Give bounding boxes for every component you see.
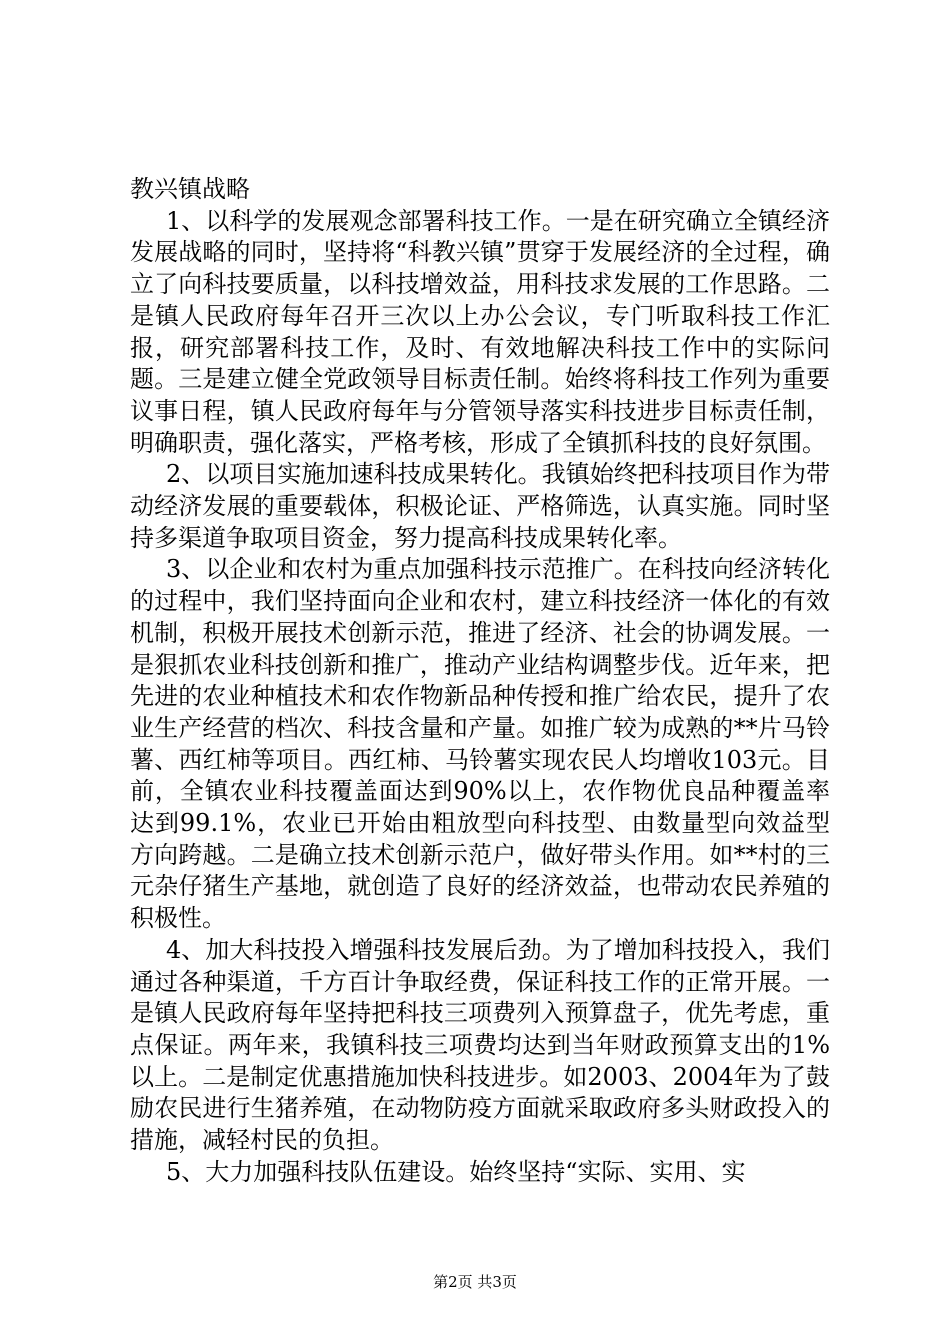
paragraph-2: 2、以项目实施加速科技成果转化。我镇始终把科技项目作为带动经济发展的重要载体，积极论证、严格筛选，认真实施。同时坚持多渠道争取项目资金，努力提高科技成果转化率。 xyxy=(130,460,830,552)
paragraph-5: 5、大力加强科技队伍建设。始终坚持“实际、实用、实 xyxy=(166,1157,746,1186)
paragraph-4: 4、加大科技投入增强科技发展后劲。为了增加科技投入，我们通过各种渠道，千方百计争取经费，保证科技工作的正常开展。一是镇人民政府每年坚持把科技三项费列入预算盘子，优先考虑，重点保证。两年来，我镇科技三项费均达到当年财政预算支出的1%以上。二是制定优惠措施加快科技进步。如2003、2004年为了鼓励农民进行生猪养殖，在动物防疫方面就采取政府多头财政投入的措施，减轻村民的负担。 xyxy=(130,935,830,1155)
page-number-footer: 第2页 共3页 xyxy=(433,1273,517,1291)
paragraph-1: 1、以科学的发展观念部署科技工作。一是在研究确立全镇经济发展战略的同时，坚持将“科教兴镇”贯穿于发展经济的全过程，确立了向科技要质量，以科技增效益，用科技求发展的工作思路。二是镇人民政府每年召开三次以上办公会议，专门听取科技工作汇报，研究部署科技工作，及时、有效地解决科技工作中的实际问题。三是建立健全党政领导目标责任制。始终将科技工作列为重要议事日程，镇人民政府每年与分管领导落实科技进步目标责任制，明确职责，强化落实，严格考核，形成了全镇抓科技的良好氛围。 xyxy=(130,206,830,457)
lead-line: 教兴镇战略 xyxy=(130,175,250,203)
document-body xyxy=(130,174,830,1189)
paragraph-3: 3、以企业和农村为重点加强科技示范推广。在科技向经济转化的过程中，我们坚持面向企业和农村，建立科技经济一体化的有效机制，积极开展技术创新示范，推进了经济、社会的协调发展。一是狠抓农业科技创新和推广，推动产业结构调整步伐。近年来，把先进的农业种植技术和农作物新品种传授和推广给农民，提升了农业生产经营的档次、科技含量和产量。如推广较为成熟的**片马铃薯、西红柿等项目。西红柿、马铃薯实现农民人均增收103元。目前，全镇农业科技覆盖面达到90%以上，农作物优良品种覆盖率达到99.1%，农业已开始由粗放型向科技型、由数量型向效益型方向跨越。二是确立技术创新示范户，做好带头作用。如**村的三元杂仔猪生产基地，就创造了良好的经济效益，也带动农民养殖的积极性。 xyxy=(130,555,830,933)
